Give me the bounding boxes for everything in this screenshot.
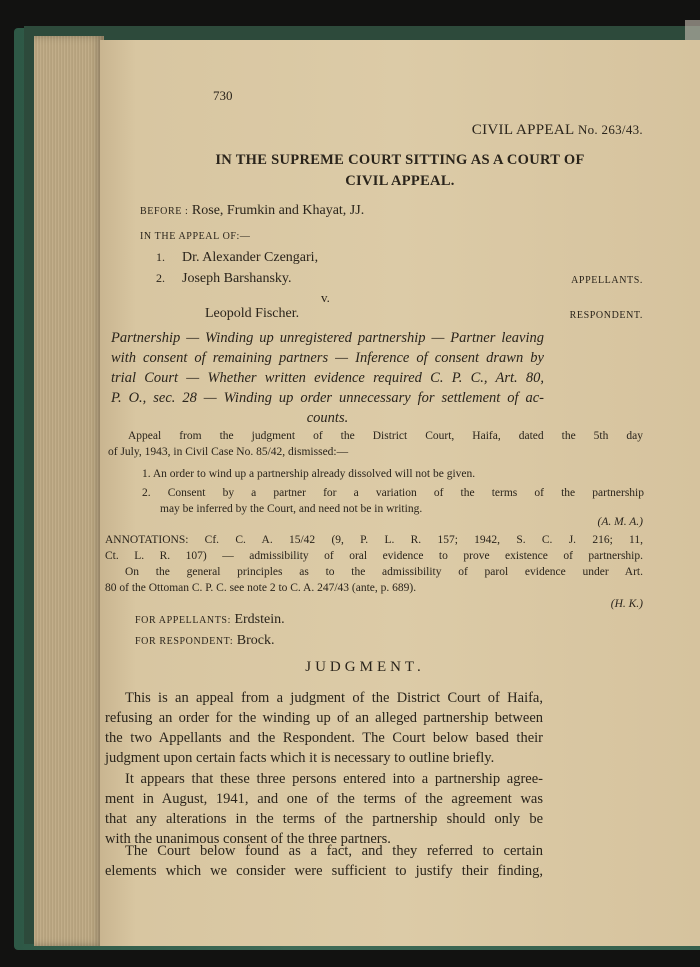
paragraph-line: refusing an order for the winding up of an alleged partnership between	[105, 710, 543, 726]
annotations	[105, 532, 643, 596]
appeal-from-line: Appeal from the judgment of the District Court, Haifa, dated the 5th day	[128, 430, 643, 442]
versus: v.	[321, 290, 330, 305]
for-respondent	[135, 633, 274, 649]
for-respondent-counsel: Brock.	[236, 633, 275, 648]
case-heading	[472, 122, 643, 139]
headnote	[111, 328, 544, 428]
appellants-tag: APPELLANTS.	[571, 275, 643, 286]
paragraph-1	[105, 688, 543, 768]
appellant-2-number: 2.	[156, 271, 165, 285]
case-label: CIVIL APPEAL	[471, 122, 574, 138]
appellant-2	[156, 271, 292, 287]
respondent-tag: RESPONDENT.	[569, 310, 643, 321]
paragraph-2	[105, 769, 543, 849]
judgment-heading: JUDGMENT.	[305, 659, 425, 675]
headnote-line: Partnership — Winding up unregistered partnership — Partner leaving	[111, 330, 544, 346]
page	[100, 40, 700, 946]
held-line: 1. An order to wind up a partnership already dissolved will not be given.	[142, 468, 476, 480]
for-appellants-label: FOR APPELLANTS:	[135, 615, 231, 626]
held-line: may be inferred by the Court, and need not be in writing.	[160, 503, 423, 515]
appeal-from	[108, 428, 643, 460]
initials-1: (A. M. A.)	[597, 516, 643, 528]
judges: Rose, Frumkin and Khayat, JJ.	[191, 203, 365, 218]
paragraph-line: the two Appellants and the Respondent. The Court below based their	[105, 730, 543, 746]
court-title-line-2: CIVIL APPEAL.	[345, 173, 455, 189]
held-line: 2. Consent by a partner for a variation of the terms of the partnership	[142, 487, 644, 499]
case-number: No. 263/43.	[577, 122, 643, 137]
annotations-line: Ct. L. R. 107) — admissibility of oral evidence to prove existence of partnership.	[105, 550, 643, 562]
appeal-of-label: IN THE APPEAL OF:—	[140, 231, 251, 242]
for-appellants-counsel: Erdstein.	[234, 612, 285, 627]
held	[142, 466, 644, 517]
annotations-line: 80 of the Ottoman C. P. C. see note 2 to C. A. 247/43 (ante, p. 689).	[105, 582, 417, 594]
initials-2: (H. K.)	[610, 598, 643, 610]
paragraph-line: elements which we consider were sufficient to justify their finding,	[105, 863, 543, 879]
paragraph-line: judgment upon certain facts which it is necessary to outline briefly.	[105, 750, 495, 766]
paragraph-3	[105, 841, 543, 881]
paragraph-line: The Court below found as a fact, and they referred to certain	[125, 843, 543, 859]
headnote-line: with consent of remaining partners — Inference of consent drawn by	[111, 350, 544, 366]
annotations-line: ANNOTATIONS: Cf. C. A. 15/42 (9, P. L. R. 157; 1942, S. C. J. 216; 11,	[105, 534, 643, 546]
court-title-line-1: IN THE SUPREME COURT SITTING AS A COURT OF	[215, 152, 585, 168]
respondent-name: Leopold Fischer.	[205, 306, 300, 321]
before-line	[140, 203, 364, 219]
paragraph-line: that any alterations in the terms of the partnership should only be	[105, 811, 543, 827]
appellant-2-name: Joseph Barshansky.	[182, 271, 292, 286]
appellant-1	[156, 250, 318, 266]
for-respondent-label: FOR RESPONDENT:	[135, 636, 234, 647]
appeal-from-line: of July, 1943, in Civil Case No. 85/42, dismissed:—	[108, 446, 349, 458]
headnote-line: P. O., sec. 28 — Winding up order unnecessary for settlement of ac-	[111, 390, 544, 406]
for-appellants	[135, 612, 285, 628]
paragraph-line: with the unanimous consent of the three partners.	[105, 831, 391, 847]
annotations-line: On the general principles as to the admissibility of parol evidence under Art.	[125, 566, 643, 578]
appellant-1-name: Dr. Alexander Czengari,	[182, 250, 319, 265]
paragraph-line: It appears that these three persons entered into a partnership agree-	[125, 771, 543, 787]
paragraph-line: This is an appeal from a judgment of the District Court of Haifa,	[125, 690, 543, 706]
page-edges	[34, 36, 104, 946]
before-label: BEFORE :	[140, 206, 189, 217]
appellant-1-number: 1.	[156, 250, 165, 264]
headnote-line: counts.	[306, 410, 349, 426]
headnote-line: trial Court — Whether written evidence required C. P. C., Art. 80,	[111, 370, 544, 386]
paragraph-line: ment in August, 1941, and one of the terms of the agreement was	[105, 791, 543, 807]
page-number: 730	[213, 88, 233, 103]
